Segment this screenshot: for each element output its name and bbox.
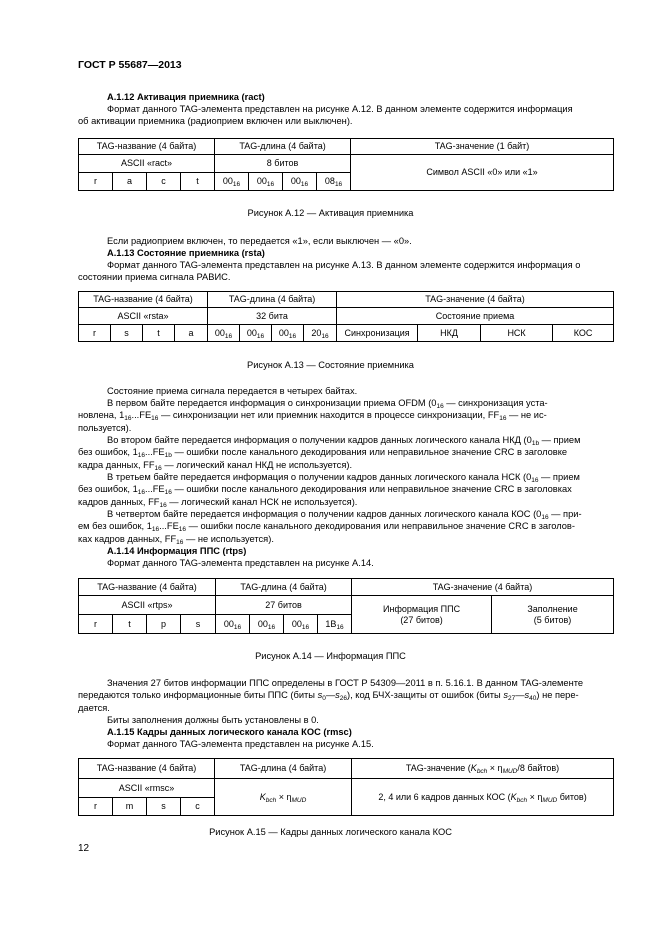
value-cell: 2, 4 или 6 кадров данных КОС ($K_{bch} \times \eta_{MUD}$ битов)	[352, 779, 614, 816]
char-cell: s	[147, 798, 181, 816]
section-a1-15-para: Формат данного TAG-элемента представлен на рисунке А.15.	[107, 739, 374, 749]
header-tag-length: TAG-длина (4 байта)	[216, 579, 352, 596]
byte-cell: $00_{16}$	[249, 173, 283, 191]
header-tag-length: TAG-длина (4 байта)	[208, 292, 337, 308]
char-cell: a	[113, 173, 147, 191]
byte-cell: $00_{16}$	[208, 325, 240, 342]
ascii-name-cell: ASCII «rmsc»	[79, 779, 215, 798]
section-a1-12-para-line1: Формат данного TAG-элемента представлен на рисунке А.12. В данном элементе содержится информация	[107, 104, 573, 114]
char-cell: c	[147, 173, 181, 191]
section-heading-a1-12: А.1.12 Активация приемника (ract)	[107, 92, 265, 102]
section-a1-14-p1: Значения 27 битов информации ППС определены в ГОСТ Р 54309—2011 в п. 5.16.1. В данном TAG-элементе передаются только информационные биты ППС (биты $s_0—s_{26}$), код БЧХ-защиты от ошибок (биты $s_{27}—s_{40}$) не пере- дается.	[78, 678, 584, 713]
figure-a15-caption: Рисунок А.15 — Кадры данных логического канала КОС	[209, 827, 452, 837]
char-cell: t	[181, 173, 215, 191]
header-tag-name: TAG-название (4 байта)	[79, 292, 208, 308]
char-cell: s	[181, 615, 216, 634]
char-cell: r	[79, 325, 111, 342]
state-value-cell: НКД	[418, 325, 481, 342]
header-tag-name: TAG-название (4 байта)	[79, 139, 215, 155]
char-cell: r	[79, 173, 113, 191]
char-cell: c	[181, 798, 215, 816]
fill-cell: Заполнение (5 битов)	[492, 596, 614, 634]
section-heading-a1-14: А.1.14 Информация ППС (rtps)	[107, 546, 247, 556]
section-a1-13-p2: В первом байте передается информация о синхронизации приема OFDM ($0_{16}$ — синхронизация уста- новлена, $1_{16}...FE_{16}$ — синхронизации нет или приемник находится в процессе синхронизации, $FF_{16}$ — не ис- пользуется).	[78, 398, 548, 433]
byte-cell: $08_{16}$	[317, 173, 351, 191]
section-a1-13-p3: Во втором байте передается информация о получении кадров данных логического канала НКД ($0_{1b}$ — прием без ошибок, $1_{16}...FE_{1b}$ — ошибки после канального декодирования или неправильное значение CRC в заголовке кадра данных, $FF_{16}$ — логический канал НКД не используется).	[78, 435, 581, 472]
length-bits-cell: 32 бита	[208, 308, 337, 325]
figure-a14-caption: Рисунок А.14 — Информация ППС	[255, 651, 406, 661]
byte-cell: $00_{16}$	[240, 325, 272, 342]
char-cell: r	[79, 615, 113, 634]
section-a1-13-p5: В четвертом байте передается информация о получении кадров данных логического канала КОС ($0_{16}$ — при- ем без ошибок, $1_{16}...FE_{16}$ — ошибки после канального декодирования или неправильное значение CRC в заголов- ках кадров данных, $FF_{16}$ — не используется).	[78, 509, 582, 546]
header-tag-value: TAG-значение (4 байта)	[352, 579, 614, 596]
byte-cell: $00_{16}$	[216, 615, 250, 634]
section-a1-14-para: Формат данного TAG-элемента представлен на рисунке А.14.	[107, 558, 374, 568]
byte-cell: $00_{16}$	[215, 173, 249, 191]
char-cell: r	[79, 798, 113, 816]
state-value-cell: НСК	[481, 325, 553, 342]
section-a1-13-p4: В третьем байте передается информация о получении кадров данных логического канала НСК ($0_{16}$ — прием без ошибок, $1_{16}...FE_{16}$ — ошибки после канального декодирования или неправильное значение CRC в заголовках кадров данных, $FF_{16}$ — логический канал НСК не используется).	[78, 472, 580, 509]
section-heading-a1-15: А.1.15 Кадры данных логического канала КОС (rmsc)	[107, 727, 352, 737]
char-cell: s	[111, 325, 143, 342]
byte-cell: $1B_{16}$	[318, 615, 352, 634]
byte-cell: $00_{16}$	[272, 325, 304, 342]
figure-a12-caption: Рисунок А.12 — Активация приемника	[247, 208, 414, 218]
state-cell: Состояние приема	[337, 308, 614, 325]
section-a1-14-p2: Биты заполнения должны быть установлены в 0.	[107, 715, 319, 725]
header-tag-length: TAG-длина (4 байта)	[215, 139, 351, 155]
length-bits-cell: 8 битов	[215, 155, 351, 173]
char-cell: t	[113, 615, 147, 634]
ascii-name-cell: ASCII «rtps»	[79, 596, 216, 615]
value-cell: Символ ASCII «0» или «1»	[351, 155, 614, 191]
byte-cell: $00_{16}$	[283, 173, 317, 191]
figure-a13-table	[78, 291, 614, 342]
char-cell: a	[175, 325, 208, 342]
header-tag-value: TAG-значение ($K_{bch} \times \eta_{MUD}/8$ байтов)	[352, 759, 614, 779]
state-value-cell: Синхронизация	[337, 325, 418, 342]
char-cell: t	[143, 325, 175, 342]
section-a1-13-para-line2: состоянии приема сигнала РАВИС.	[78, 272, 231, 282]
page-number: 12	[78, 843, 90, 854]
figure-a12-table	[78, 138, 614, 191]
figure-a14-table	[78, 578, 614, 634]
byte-cell: $20_{16}$	[304, 325, 337, 342]
section-heading-a1-13: А.1.13 Состояние приемника (rsta)	[107, 248, 265, 258]
ascii-name-cell: ASCII «ract»	[79, 155, 215, 173]
pps-info-cell: Информация ППС (27 битов)	[352, 596, 492, 634]
header-tag-value: TAG-значение (4 байта)	[337, 292, 614, 308]
length-bits-cell: 27 битов	[216, 596, 352, 615]
char-cell: m	[113, 798, 147, 816]
section-a1-13-para-line1: Формат данного TAG-элемента представлен на рисунке А.13. В данном элементе содержится информация о	[107, 260, 581, 270]
byte-cell: $00_{16}$	[284, 615, 318, 634]
figure-a13-caption: Рисунок А.13 — Состояние приемника	[247, 360, 414, 370]
figure-a15-table	[78, 758, 614, 816]
document-header: ГОСТ Р 55687—2013	[78, 59, 182, 71]
section-a1-13-p1: Состояние приема сигнала передается в четырех байтах.	[107, 386, 358, 396]
ascii-name-cell: ASCII «rsta»	[79, 308, 208, 325]
byte-cell: $00_{16}$	[250, 615, 284, 634]
header-tag-value: TAG-значение (1 байт)	[351, 139, 614, 155]
length-formula-cell: $K_{bch} \times \eta_{MUD}$	[215, 779, 352, 816]
section-a1-12-after: Если радиоприем включен, то передается «1», если выключен — «0».	[107, 236, 412, 246]
state-value-cell: КОС	[553, 325, 614, 342]
section-a1-12-para-line2: об активации приемника (радиоприем включен или выключен).	[78, 116, 353, 126]
header-tag-name: TAG-название (4 байта)	[79, 579, 216, 596]
char-cell: p	[147, 615, 181, 634]
header-tag-length: TAG-длина (4 байта)	[215, 759, 352, 779]
header-tag-name: TAG-название (4 байта)	[79, 759, 215, 779]
